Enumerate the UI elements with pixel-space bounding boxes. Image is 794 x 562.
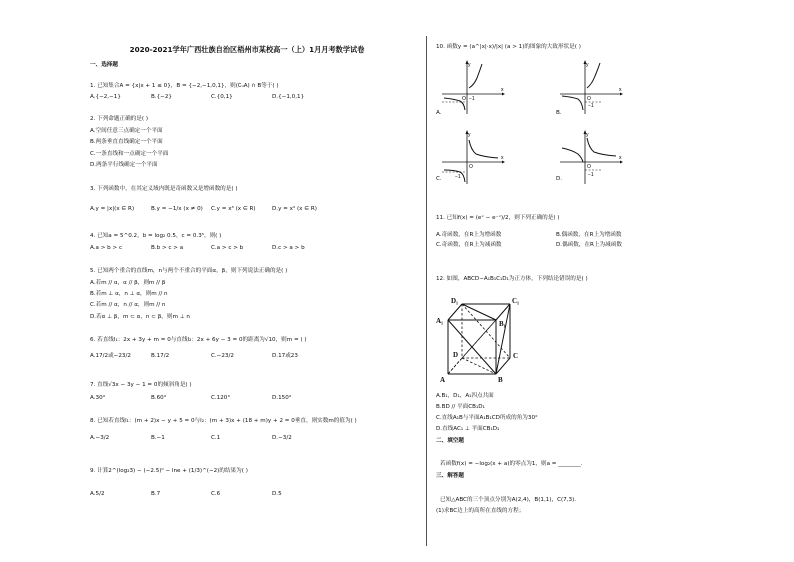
label-c: C [513, 352, 519, 360]
neg-one-label: −1 [469, 96, 475, 102]
curve-right [469, 140, 498, 158]
question-14-stem: 已知△ABC的三个顶点分别为A(2,4)，B(1,1)，C(7,3)． [440, 497, 580, 503]
question-12-option-c: C.直线A₁B与平面A₁B₁CD所成的角为30° [436, 415, 538, 421]
question-4-option-b: B.b > c > a [151, 245, 184, 251]
question-8-option-a: A.−3/2 [90, 435, 110, 441]
question-9-stem: 9. 计算2^(log₂3) − (−2.5)⁰ − lne + (1/3)^(−2)的结果为( ) [90, 468, 248, 474]
graph-option-c [440, 128, 506, 186]
question-7-option-c: C.120° [211, 395, 231, 401]
question-8-stem: 8. 已知若直线l₁：(m + 2)x − y + 5 = 0与l₂：(m + 3)x + (18 + m)y + 2 = 0垂直，则实数m的值为( ) [90, 418, 357, 424]
question-1-option-b: B.{−2} [151, 94, 172, 100]
question-11-option-b: B.偶函数，在R上为增函数 [556, 232, 622, 238]
question-5-option-d: D.若α ⊥ β，m ⊂ α，n ⊂ β，则m ⊥ n [90, 314, 190, 320]
question-5-stem: 5. 已知两个重合的直线m，n与两个不重合的平面α，β，则下列说法正确的是( ) [90, 268, 288, 274]
question-4-stem: 4. 已知a = 5^0.2，b = log₂ 0.5，c = 0.3⁵，则( ) [90, 233, 222, 239]
origin-label: O [469, 164, 473, 170]
curve-left [562, 148, 583, 162]
x-label: x [501, 155, 504, 161]
page-title: 2020-2021学年广西壮族自治区梧州市某校高一（上）1月月考数学试卷 [129, 45, 365, 54]
question-3-option-c: C.y = x³ (x ∈ R) [211, 206, 256, 212]
origin-label: O [587, 164, 591, 170]
question-1-option-c: C.{0,1} [211, 94, 233, 100]
question-6-option-d: D.17或23 [272, 353, 298, 359]
neg-one-label: −1 [455, 174, 461, 180]
question-2-option-c: C.一条直线和一点确定一个平面 [90, 151, 169, 157]
question-11-option-a: A.奇函数，在R上为增函数 [436, 232, 502, 238]
question-6-option-b: B.17/2 [151, 353, 170, 359]
question-6-option-a: A.17/2或−23/2 [90, 353, 131, 359]
question-11-option-c: C.奇函数，在R上为减函数 [436, 242, 502, 248]
diag-d1-b1 [462, 304, 496, 320]
question-9-option-c: C.6 [211, 491, 221, 497]
y-label: y [586, 132, 589, 138]
y-label: y [468, 132, 471, 138]
cube-figure [436, 292, 528, 384]
column-divider [426, 36, 427, 546]
question-3-option-b: B.y = −1/x (x ≠ 0) [151, 206, 203, 212]
question-7-option-a: A.30° [90, 395, 106, 401]
question-1-option-a: A.{−2,−1} [90, 94, 121, 100]
question-4-option-c: C.a > c > b [211, 245, 244, 251]
question-11-stem: 11. 已知f(x) = (eˣ − e⁻ˣ)/2，则下列正确的是( ) [436, 215, 560, 221]
question-5-option-a: A.若m // α，α // β，则m // β [90, 280, 166, 286]
neg-one-label: −1 [588, 172, 594, 178]
graph-label-c: C. [436, 176, 442, 182]
y-label: y [586, 62, 589, 68]
question-12-option-d: D.直线AC₁ ⊥ 平面CB₁D₁ [436, 426, 500, 432]
question-9-option-a: A.5/2 [90, 491, 105, 497]
graph-label-b: B. [556, 110, 562, 116]
question-5-option-c: C.若m // α，n // α，则m // n [90, 302, 166, 308]
question-11-option-d: D.偶函数，在R上为减函数 [556, 242, 622, 248]
question-6-stem: 6. 若直线l₁：2x + 3y + m = 0与直线l₂：2x + 6y − 3 = 0的距离为√10，则m = ( ) [90, 337, 307, 343]
question-14-part-1: (1)求BC边上的高所在直线的方程； [436, 508, 525, 514]
label-c1: C₁ [512, 297, 520, 305]
question-2-option-d: D.两条平行线确定一个平面 [90, 162, 158, 168]
curve-right [587, 138, 616, 156]
section-heading-choice: 一、选择题 [90, 62, 118, 68]
question-8-option-c: C.1 [211, 435, 221, 441]
question-1-stem: 1. 已知集合A = {x|x + 1 ≤ 0}，B = {−2,−1,0,1}，则(∁ᵤA) ∩ B等于( ) [90, 83, 279, 89]
hidden-d-b [462, 358, 496, 374]
x-label: x [619, 155, 622, 161]
question-3-stem: 3. 下列函数中，在其定义域内既是奇函数又是增函数的是( ) [90, 186, 238, 192]
graph-label-a: A. [436, 110, 442, 116]
question-12-stem: 12. 如图，ABCD−A₁B₁C₁D₁为正方体，下列结论错误的是( ) [436, 276, 588, 282]
graph-label-d: D. [556, 176, 563, 182]
edge-a1-d1 [448, 304, 462, 320]
question-7-stem: 7. 直线√3x − 3y − 1 = 0的倾斜角是( ) [90, 382, 192, 388]
graph-option-a [440, 58, 506, 116]
question-12-option-a: A.B₁，D₁，A₁四点共面 [436, 393, 494, 399]
question-9-option-b: B.7 [151, 491, 161, 497]
question-2-stem: 2. 下列命题正确的是( ) [90, 116, 149, 122]
origin-label: O [587, 96, 591, 102]
origin-label: O [462, 96, 466, 102]
question-4-option-d: D.c > a > b [272, 245, 305, 251]
question-5-option-b: B.若m ⊥ α，n ⊥ α，则m // n [90, 291, 168, 297]
graph-option-d [558, 128, 624, 186]
question-4-option-a: A.a > b > c [90, 245, 123, 251]
question-8-option-d: D.−3/2 [272, 435, 292, 441]
x-label: x [501, 87, 504, 93]
neg-one-label: −1 [588, 103, 594, 109]
label-d1: D₁ [451, 297, 459, 305]
question-7-option-d: D.150° [272, 395, 292, 401]
section-heading-fill: 二、填空题 [436, 438, 464, 444]
diag-c1-b [496, 304, 510, 374]
label-b1: B₁ [499, 320, 506, 328]
question-2-option-b: B.两条垂直直线确定一个平面 [90, 139, 163, 145]
question-3-option-d: D.y = x² (x ∈ R) [272, 206, 317, 212]
question-7-option-b: B.60° [151, 395, 167, 401]
graph-option-b [558, 58, 624, 116]
question-3-option-a: A.y = |x|(x ∈ R) [90, 206, 135, 212]
question-2-option-a: A.空间任意三点确定一个平面 [90, 128, 163, 134]
x-label: x [619, 87, 622, 93]
question-12-option-b: B.BD // 平面CB₁D₁ [436, 404, 485, 410]
label-a: A [440, 376, 446, 384]
section-heading-answer: 三、解答题 [436, 473, 464, 479]
label-b: B [498, 376, 503, 384]
question-13-stem: 若函数f(x) = −log₂(x + a)的零点为1，则a = ________. [440, 461, 583, 467]
question-9-option-d: D.5 [272, 491, 282, 497]
label-d: D [453, 351, 459, 359]
question-6-option-c: C.−23/2 [211, 353, 234, 359]
curve-right [587, 63, 600, 88]
question-8-option-b: B.−1 [151, 435, 165, 441]
label-a1: A₁ [436, 317, 444, 325]
y-label: y [468, 62, 471, 68]
question-10-stem: 10. 函数y = (a^|x|·x)/|x| (a > 1)的图象的大致形状是( ) [436, 44, 581, 50]
curve-left [562, 96, 583, 110]
curve-right [469, 64, 482, 88]
question-1-option-d: D.{−1,0,1} [272, 94, 305, 100]
